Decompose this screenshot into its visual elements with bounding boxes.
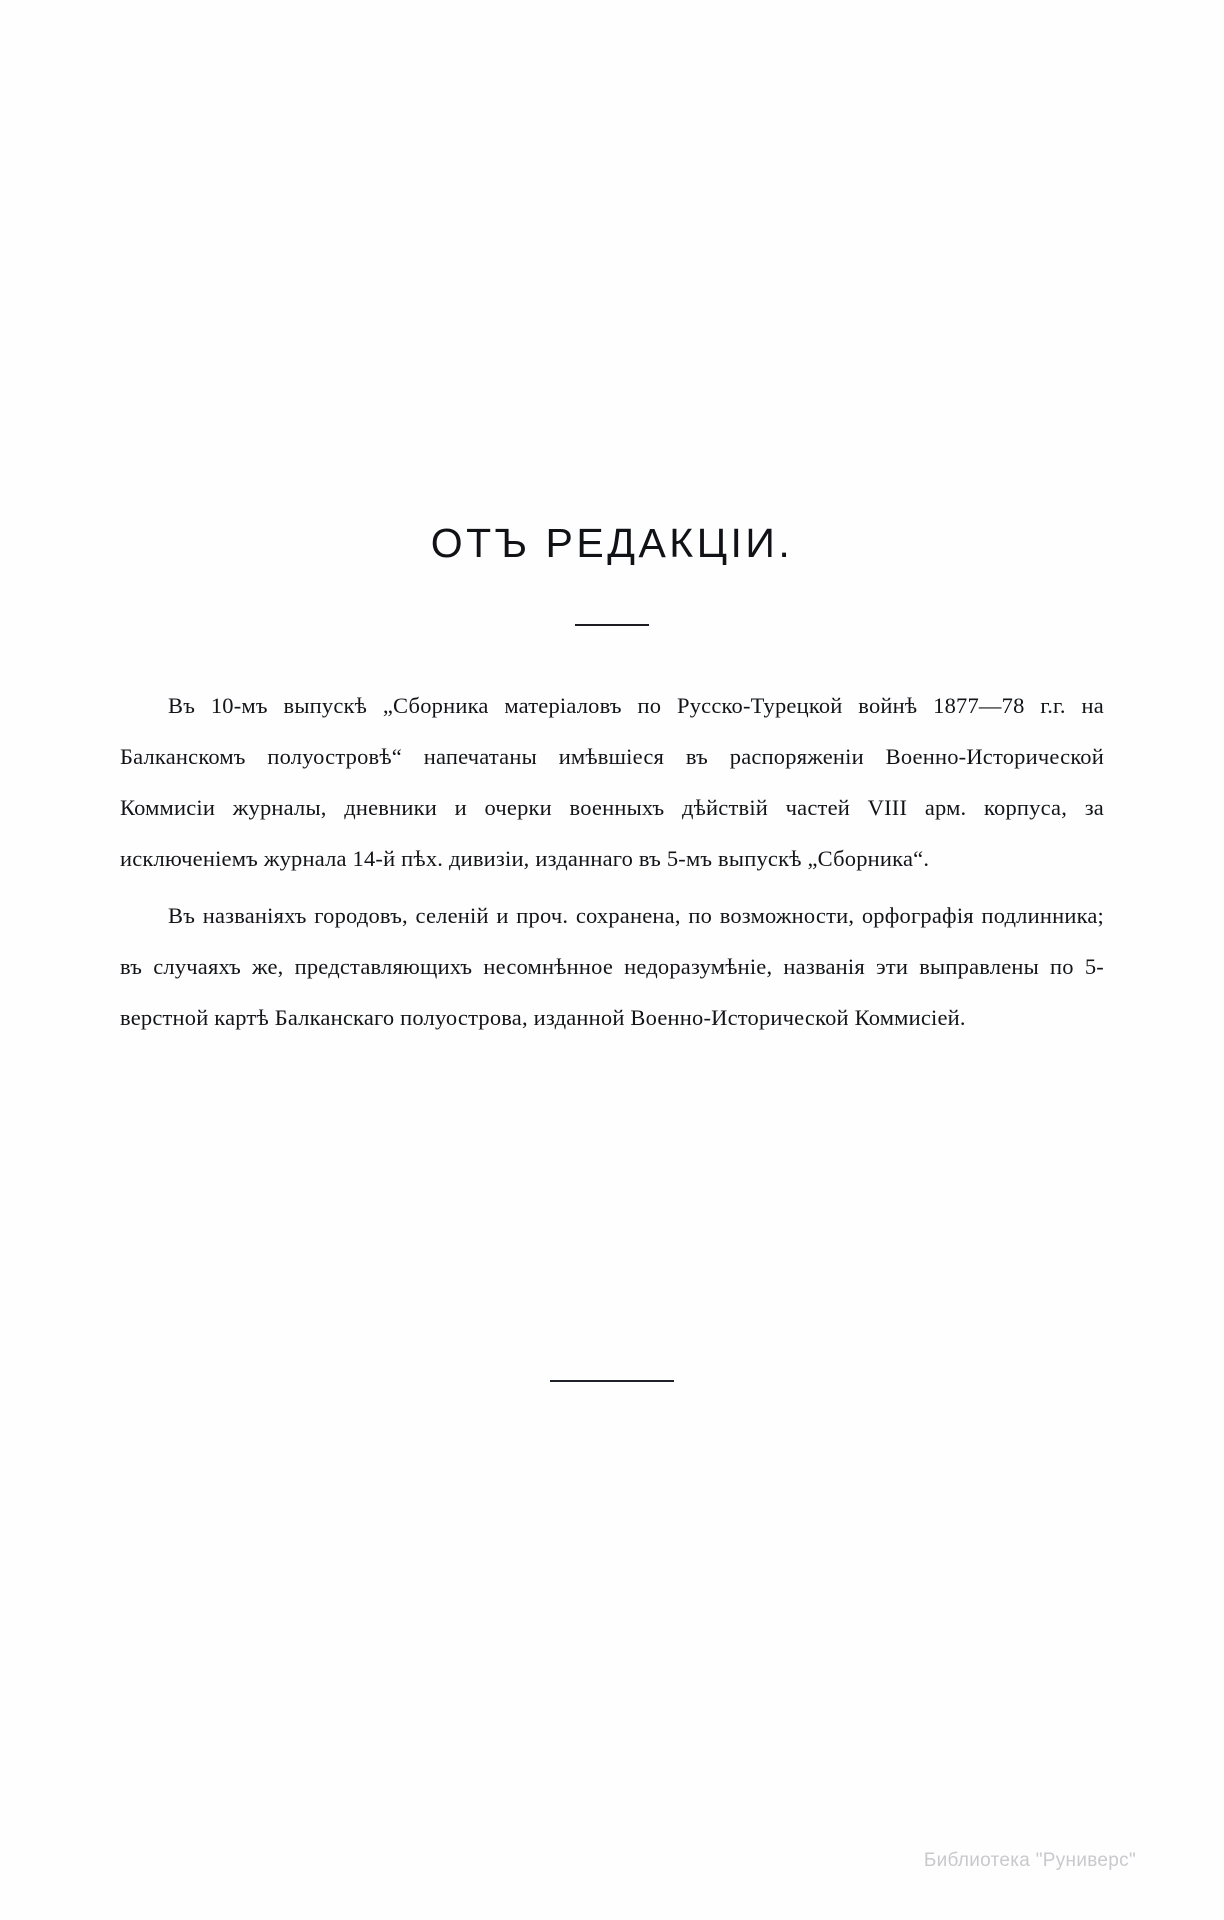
page-content: [120, 0, 1104, 1920]
bottom-divider: [550, 1380, 674, 1382]
body-text: [120, 680, 1104, 1043]
paragraph-1: Въ 10-мъ выпускѣ „Сборника матеріаловъ по Русско-Турецкой войнѣ 1877—78 г.г. на Балканскомъ полуостровѣ“ напечатаны имѣвшіеся въ распоряженіи Военно-Исторической Коммисіи журналы, дневники и очерки военныхъ дѣйствій частей VIII арм. корпуса, за исключеніемъ журнала 14-й пѣх. дивизіи, изданнаго въ 5-мъ выпускѣ „Сборника“.: [120, 693, 1104, 871]
title-divider: [575, 624, 649, 626]
page-title: ОТЪ РЕДАКЦІИ.: [430, 520, 794, 566]
paragraph-2: Въ названіяхъ городовъ, селеній и проч. сохранена, по возможности, орфографія подлинника; въ случаяхъ же, представляющихъ несомнѣнное недоразумѣніе, названія эти выправлены по 5-верстной картѣ Балканскаго полуострова, изданной Военно-Исторической Коммисіей.: [120, 903, 1104, 1030]
library-watermark: Библиотека "Руниверс": [923, 1850, 1136, 1871]
